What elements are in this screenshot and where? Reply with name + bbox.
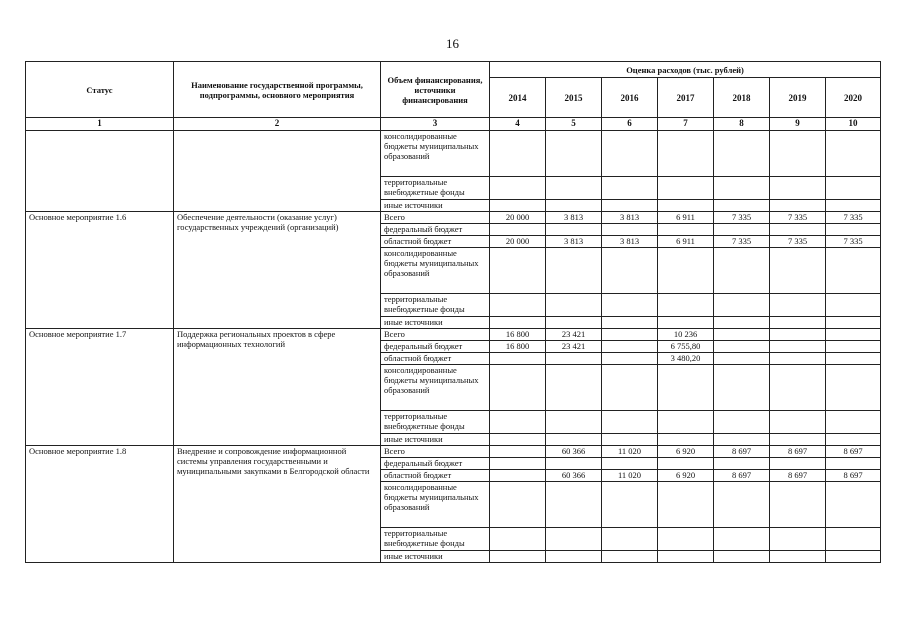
header-year: 2014: [490, 78, 546, 118]
amount-cell: [602, 551, 658, 563]
amount-cell: [490, 446, 546, 458]
amount-cell: [546, 248, 602, 294]
header-year: 2020: [826, 78, 881, 118]
table-row: [26, 212, 881, 224]
header-year: 2016: [602, 78, 658, 118]
amount-cell: [714, 131, 770, 177]
amount-cell: [770, 434, 826, 446]
funding-source: консолидированные бюджеты муниципальных образований: [381, 248, 490, 294]
amount-cell: [714, 434, 770, 446]
amount-cell: [658, 200, 714, 212]
amount-cell: [714, 248, 770, 294]
column-number: 9: [770, 118, 826, 131]
amount-cell: [714, 200, 770, 212]
amount-cell: [714, 458, 770, 470]
amount-cell: 11 020: [602, 446, 658, 458]
column-number: 7: [658, 118, 714, 131]
amount-cell: [770, 551, 826, 563]
amount-cell: [826, 248, 881, 294]
amount-cell: [714, 329, 770, 341]
amount-cell: 23 421: [546, 329, 602, 341]
amount-cell: [770, 365, 826, 411]
amount-cell: [602, 200, 658, 212]
amount-cell: 8 697: [714, 446, 770, 458]
amount-cell: [770, 317, 826, 329]
amount-cell: 7 335: [770, 236, 826, 248]
amount-cell: [770, 482, 826, 528]
amount-cell: [602, 177, 658, 200]
amount-cell: [770, 458, 826, 470]
amount-cell: [602, 434, 658, 446]
amount-cell: [546, 365, 602, 411]
amount-cell: 7 335: [714, 212, 770, 224]
header-name: Наименование государственной программы, подпрограммы, основного мероприятия: [174, 62, 381, 118]
amount-cell: [490, 131, 546, 177]
amount-cell: [658, 528, 714, 551]
amount-cell: 11 020: [602, 470, 658, 482]
funding-source: территориальные внебюджетные фонды: [381, 177, 490, 200]
amount-cell: [546, 458, 602, 470]
name-cell: Внедрение и сопровождение информационной системы управления государственными и муниципальными закупками в Белгородской области: [174, 446, 381, 563]
funding-source: федеральный бюджет: [381, 341, 490, 353]
amount-cell: [770, 224, 826, 236]
amount-cell: [826, 329, 881, 341]
amount-cell: [490, 224, 546, 236]
amount-cell: [490, 434, 546, 446]
header-year: 2018: [714, 78, 770, 118]
amount-cell: 6 911: [658, 212, 714, 224]
table-body: [26, 131, 881, 563]
amount-cell: 7 335: [826, 212, 881, 224]
budget-table: [25, 61, 881, 563]
amount-cell: [826, 458, 881, 470]
funding-source: федеральный бюджет: [381, 224, 490, 236]
amount-cell: [490, 528, 546, 551]
amount-cell: [826, 434, 881, 446]
amount-cell: [770, 411, 826, 434]
amount-cell: [490, 248, 546, 294]
status-cell: Основное мероприятие 1.7: [26, 329, 174, 446]
amount-cell: [602, 317, 658, 329]
amount-cell: [826, 200, 881, 212]
amount-cell: 6 911: [658, 236, 714, 248]
amount-cell: [546, 551, 602, 563]
amount-cell: [714, 365, 770, 411]
amount-cell: [546, 317, 602, 329]
funding-source: областной бюджет: [381, 470, 490, 482]
amount-cell: [490, 177, 546, 200]
amount-cell: 16 800: [490, 329, 546, 341]
amount-cell: 3 813: [546, 236, 602, 248]
amount-cell: [714, 353, 770, 365]
funding-source: федеральный бюджет: [381, 458, 490, 470]
amount-cell: [770, 294, 826, 317]
amount-cell: [714, 294, 770, 317]
amount-cell: 7 335: [770, 212, 826, 224]
amount-cell: [714, 528, 770, 551]
amount-cell: [490, 353, 546, 365]
header-year: 2015: [546, 78, 602, 118]
table-row: [26, 329, 881, 341]
amount-cell: [602, 341, 658, 353]
amount-cell: [490, 317, 546, 329]
amount-cell: [658, 248, 714, 294]
amount-cell: [658, 365, 714, 411]
amount-cell: [714, 341, 770, 353]
amount-cell: [490, 200, 546, 212]
amount-cell: [658, 294, 714, 317]
amount-cell: 7 335: [826, 236, 881, 248]
amount-cell: 7 335: [714, 236, 770, 248]
amount-cell: [826, 294, 881, 317]
amount-cell: 23 421: [546, 341, 602, 353]
amount-cell: [826, 551, 881, 563]
amount-cell: [546, 200, 602, 212]
funding-source: областной бюджет: [381, 353, 490, 365]
amount-cell: [714, 482, 770, 528]
amount-cell: [826, 365, 881, 411]
amount-cell: [770, 131, 826, 177]
amount-cell: [826, 224, 881, 236]
funding-source: областной бюджет: [381, 236, 490, 248]
column-number: 8: [714, 118, 770, 131]
funding-source: Всего: [381, 212, 490, 224]
amount-cell: [658, 177, 714, 200]
funding-source: иные источники: [381, 317, 490, 329]
funding-source: иные источники: [381, 434, 490, 446]
amount-cell: [658, 224, 714, 236]
amount-cell: 60 366: [546, 446, 602, 458]
amount-cell: [770, 341, 826, 353]
amount-cell: 10 236: [658, 329, 714, 341]
amount-cell: [546, 224, 602, 236]
header-status: Статус: [26, 62, 174, 118]
amount-cell: [658, 458, 714, 470]
amount-cell: [490, 482, 546, 528]
amount-cell: [714, 551, 770, 563]
amount-cell: [770, 528, 826, 551]
amount-cell: [770, 177, 826, 200]
amount-cell: 6 920: [658, 446, 714, 458]
funding-source: территориальные внебюджетные фонды: [381, 411, 490, 434]
funding-source: консолидированные бюджеты муниципальных образований: [381, 482, 490, 528]
amount-cell: [658, 551, 714, 563]
header-year: 2017: [658, 78, 714, 118]
amount-cell: 8 697: [714, 470, 770, 482]
amount-cell: [658, 411, 714, 434]
funding-source: иные источники: [381, 551, 490, 563]
amount-cell: [602, 458, 658, 470]
amount-cell: [602, 411, 658, 434]
amount-cell: [602, 131, 658, 177]
amount-cell: 3 813: [602, 236, 658, 248]
amount-cell: [770, 353, 826, 365]
amount-cell: [546, 434, 602, 446]
amount-cell: [826, 482, 881, 528]
page-number: 16: [446, 36, 459, 51]
name-cell: Поддержка региональных проектов в сфере информационных технологий: [174, 329, 381, 446]
amount-cell: 3 813: [546, 212, 602, 224]
amount-cell: [714, 224, 770, 236]
amount-cell: [658, 317, 714, 329]
funding-source: территориальные внебюджетные фонды: [381, 528, 490, 551]
amount-cell: [602, 248, 658, 294]
amount-cell: 3 480,20: [658, 353, 714, 365]
header-volume: Объем финансирования, источники финансирования: [381, 62, 490, 118]
amount-cell: 8 697: [770, 470, 826, 482]
name-cell: Обеспечение деятельности (оказание услуг) государственных учреждений (организаций): [174, 212, 381, 329]
column-number: 3: [381, 118, 490, 131]
amount-cell: [546, 482, 602, 528]
amount-cell: 8 697: [770, 446, 826, 458]
amount-cell: [490, 294, 546, 317]
funding-source: Всего: [381, 446, 490, 458]
column-number: 5: [546, 118, 602, 131]
table-header: [26, 62, 881, 131]
amount-cell: [826, 353, 881, 365]
amount-cell: [602, 528, 658, 551]
status-cell: Основное мероприятие 1.6: [26, 212, 174, 329]
amount-cell: [546, 411, 602, 434]
amount-cell: [602, 353, 658, 365]
table-row: [26, 131, 881, 177]
amount-cell: 16 800: [490, 341, 546, 353]
amount-cell: [602, 224, 658, 236]
funding-source: Всего: [381, 329, 490, 341]
amount-cell: [602, 329, 658, 341]
amount-cell: [490, 411, 546, 434]
column-number: 10: [826, 118, 881, 131]
amount-cell: [826, 131, 881, 177]
amount-cell: [490, 470, 546, 482]
amount-cell: [546, 528, 602, 551]
funding-source: консолидированные бюджеты муниципальных образований: [381, 365, 490, 411]
amount-cell: [546, 294, 602, 317]
amount-cell: [826, 177, 881, 200]
amount-cell: [546, 177, 602, 200]
amount-cell: [602, 365, 658, 411]
amount-cell: 8 697: [826, 446, 881, 458]
amount-cell: [826, 317, 881, 329]
amount-cell: [826, 411, 881, 434]
column-number: 6: [602, 118, 658, 131]
amount-cell: [714, 411, 770, 434]
amount-cell: [826, 341, 881, 353]
amount-cell: 60 366: [546, 470, 602, 482]
amount-cell: [602, 294, 658, 317]
amount-cell: [826, 528, 881, 551]
amount-cell: [546, 353, 602, 365]
funding-source: территориальные внебюджетные фонды: [381, 294, 490, 317]
amount-cell: [714, 177, 770, 200]
amount-cell: [658, 482, 714, 528]
status-cell: Основное мероприятие 1.8: [26, 446, 174, 563]
column-number: 2: [174, 118, 381, 131]
amount-cell: [658, 131, 714, 177]
amount-cell: [490, 365, 546, 411]
amount-cell: [546, 131, 602, 177]
amount-cell: 8 697: [826, 470, 881, 482]
amount-cell: [602, 482, 658, 528]
amount-cell: [770, 200, 826, 212]
funding-source: консолидированные бюджеты муниципальных образований: [381, 131, 490, 177]
status-cell: [26, 131, 174, 212]
amount-cell: [490, 458, 546, 470]
column-number-row: [26, 118, 881, 131]
header-estimate: Оценка расходов (тыс. рублей): [490, 62, 881, 78]
header-year: 2019: [770, 78, 826, 118]
name-cell: [174, 131, 381, 212]
funding-source: иные источники: [381, 200, 490, 212]
column-number: 1: [26, 118, 174, 131]
amount-cell: 20 000: [490, 236, 546, 248]
amount-cell: 6 920: [658, 470, 714, 482]
amount-cell: [714, 317, 770, 329]
column-number: 4: [490, 118, 546, 131]
amount-cell: [490, 551, 546, 563]
amount-cell: 20 000: [490, 212, 546, 224]
amount-cell: [770, 248, 826, 294]
amount-cell: 3 813: [602, 212, 658, 224]
amount-cell: [658, 434, 714, 446]
amount-cell: 6 755,80: [658, 341, 714, 353]
amount-cell: [770, 329, 826, 341]
table-row: [26, 446, 881, 458]
